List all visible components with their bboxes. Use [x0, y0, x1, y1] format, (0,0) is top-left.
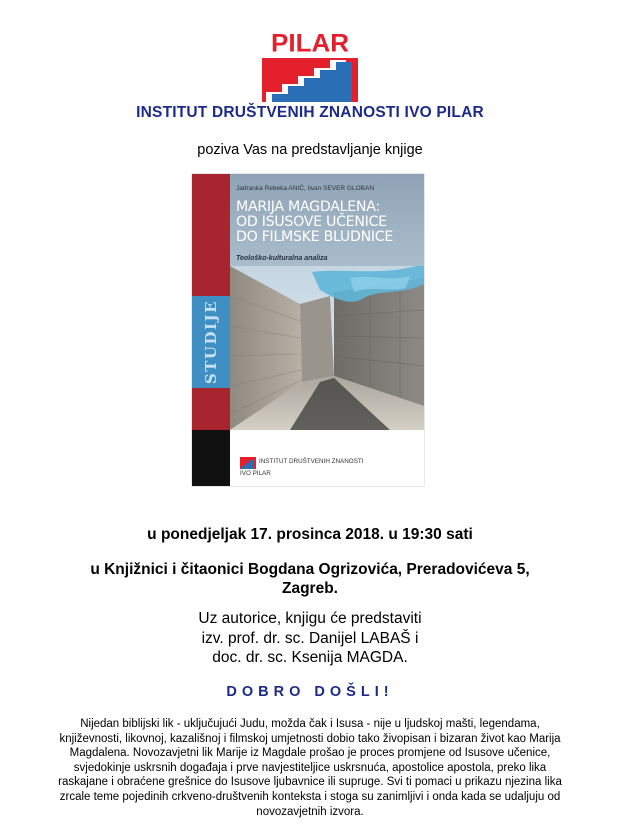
- book-cover: [192, 174, 424, 486]
- cover-photo-street: [230, 266, 424, 430]
- cover-authors: Jadranka Rebeka ANIĆ, Iivan SEVER GLOBAN: [236, 185, 375, 192]
- pilar-logo: [262, 30, 358, 102]
- venue-line: Zagreb.: [282, 580, 338, 597]
- description-line: zrcale teme pojedinih crkveno-društvenih konteksta i stoga su zanimljivi i onda kada se udaljuju od: [59, 790, 561, 803]
- publisher-logo-icon: [240, 457, 256, 469]
- description-line: Nijedan biblijski lik - uključujući Judu, možda čak i Isusa - nije u ljudskoj mašti, legendama,: [80, 718, 540, 730]
- welcome-message: DOBRO DOŠLI!: [226, 684, 394, 700]
- cover-series-label: STUDIJE: [202, 299, 221, 385]
- description-line: književnosti, likovnoj, kazališnoj i filmskoj umjetnosti dobio tako živopisan i bizaran život kao Marija: [59, 732, 561, 745]
- presenters-line: Uz autorice, knjigu će predstaviti: [198, 610, 422, 627]
- cover-title-line: DO FILMSKE BLUDNICE: [236, 229, 394, 245]
- cover-spine-red-top: [192, 174, 230, 296]
- cover-spine-black: [192, 430, 230, 486]
- description-line: novozavjetnih izvora.: [256, 805, 364, 818]
- institute-name: INSTITUT DRUŠTVENIH ZNANOSTI IVO PILAR: [136, 104, 484, 121]
- description-line: Magdalena. Novozavjetni lik Marije iz Magdale prošao je proces promjene od Isusove učenice,: [69, 747, 551, 760]
- cover-publisher-name: INSTITUT DRUŠTVENIH ZNANOSTI: [259, 458, 364, 465]
- logo-steps-mark: [262, 58, 358, 102]
- presenters-line: izv. prof. dr. sc. Danijel LABAŠ i: [201, 629, 419, 647]
- event-date: u ponedjeljak 17. prosinca 2018. u 19:30 sati: [147, 526, 473, 543]
- event-presenters: [0, 609, 620, 668]
- invitation-text: poziva Vas na predstavljanje knjige: [197, 142, 423, 158]
- cover-publisher-name-2: IVO PILAR: [240, 470, 271, 477]
- cover-spine-red-bottom: [192, 388, 230, 430]
- event-venue: [0, 560, 620, 598]
- cover-subtitle: Teološko-kulturalna analiza: [236, 255, 328, 262]
- cover-title-line: MARIJA MAGDALENA:: [236, 199, 380, 215]
- cover-title-line: OD ISUSOVE UČENICE: [236, 214, 387, 230]
- description-line: svjedokinje uskrsnih događaja i prve navjestiteljice uskrsnuća, apostolice apostola, preko lika: [73, 761, 547, 774]
- venue-line: u Knjižnici i čitaonici Bogdana Ogrizovića, Preradovićeva 5,: [90, 561, 530, 578]
- description-line: raskajane i obraćene grešnice do Isusove ljubavnice ili supruge. Svi ti pomaci u prikazu njezina lika: [58, 776, 562, 789]
- cover-title: [236, 200, 422, 245]
- presenters-line: doc. dr. sc. Ksenija MAGDA.: [212, 649, 408, 666]
- book-description: [30, 717, 590, 819]
- logo-wordmark: PILAR: [271, 28, 349, 58]
